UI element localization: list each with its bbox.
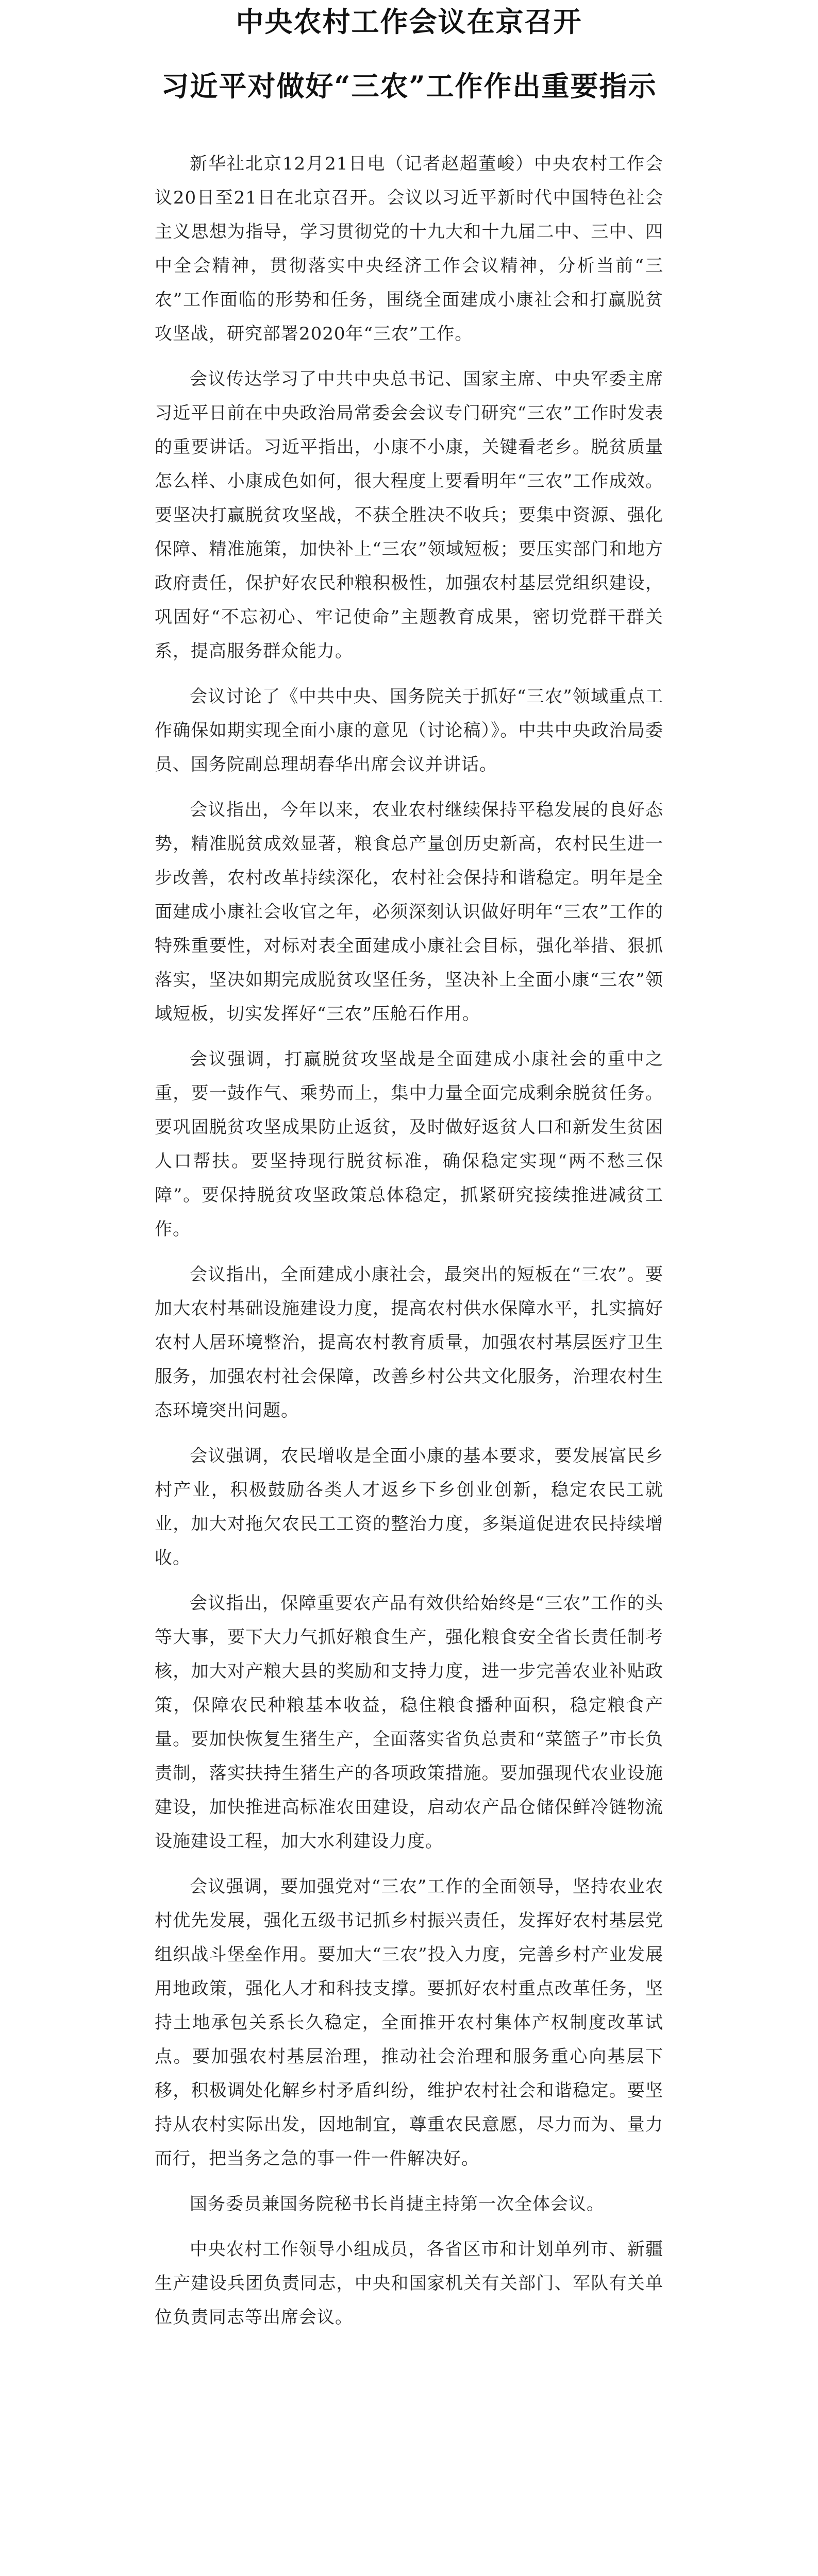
article-title: 中央农村工作会议在京召开 bbox=[236, 5, 582, 38]
article-paragraph: 中央农村工作领导小组成员，各省区市和计划单列市、新疆生产建设兵团负责同志，中央和国家机关有关部门、军队有关单位负责同志等出席会议。 bbox=[155, 2239, 663, 2328]
article-paragraph: 会议强调，打赢脱贫攻坚战是全面建成小康社会的重中之重，要一鼓作气、乘势而上，集中力量全面完成剩余脱贫任务。要巩固脱贫攻坚成果防止返贫，及时做好返贫人口和新发生贫困人口帮扶。要坚持现行脱贫标准，确保稳定实现“两不愁三保障”。要保持脱贫攻坚政策总体稳定，抓紧研究接续推进减贫工作。 bbox=[155, 1048, 663, 1240]
article-paragraph: 会议传达学习了中共中央总书记、国家主席、中央军委主席习近平日前在中央政治局常委会会议专门研究“三农”工作时发表的重要讲话。习近平指出，小康不小康，关键看老乡。脱贫质量怎么样、小康成色如何，很大程度上要看明年“三农”工作成效。要坚决打赢脱贫攻坚战，不获全胜决不收兵；要集中资源、强化保障、精准施策，加快补上“三农”领域短板；要压实部门和地方政府责任，保护好农民种粮积极性，加强农村基层党组织建设，巩固好“不忘初心、牢记使命”主题教育成果，密切党群干群关系，提高服务群众能力。 bbox=[155, 368, 663, 662]
article-paragraph: 会议指出，今年以来，农业农村继续保持平稳发展的良好态势，精准脱贫成效显著，粮食总产量创历史新高，农村民生进一步改善，农村改革持续深化，农村社会保持和谐稳定。明年是全面建成小康社会收官之年，必须深刻认识做好明年“三农”工作的特殊重要性，对标对表全面建成小康社会目标，强化举措、狠抓落实，坚决如期完成脱贫攻坚任务，坚决补上全面小康“三农”领域短板，切实发挥好“三农”压舱石作用。 bbox=[155, 799, 663, 1024]
article-paragraph: 会议指出，保障重要农产品有效供给始终是“三农”工作的头等大事，要下大力气抓好粮食生产，强化粮食安全省长责任制考核，加大对产粮大县的奖励和支持力度，进一步完善农业补贴政策，保障农民种粮基本收益，稳住粮食播种面积，稳定粮食产量。要加快恢复生猪生产，全面落实省负总责和“菜篮子”市长负责制，落实扶持生猪生产的各项政策措施。要加强现代农业设施建设，加快推进高标准农田建设，启动农产品仓储保鲜冷链物流设施建设工程，加大水利建设力度。 bbox=[155, 1592, 663, 1852]
article-paragraph: 新华社北京12月21日电（记者赵超董峻）中央农村工作会议20日至21日在北京召开。会议以习近平新时代中国特色社会主义思想为指导，学习贯彻党的十九大和十九届二中、三中、四中全会精神，贯彻落实中央经济工作会议精神，分析当前“三农”工作面临的形势和任务，围绕全面建成小康社会和打赢脱贫攻坚战，研究部署2020年“三农”工作。 bbox=[155, 153, 663, 344]
article-body bbox=[155, 147, 663, 2334]
article-paragraph: 会议强调，要加强党对“三农”工作的全面领导，坚持农业农村优先发展，强化五级书记抓乡村振兴责任，发挥好农村基层党组织战斗堡垒作用。要加大“三农”投入力度，完善乡村产业发展用地政策，强化人才和科技支撑。要抓好农村重点改革任务，坚持土地承包关系长久稳定，全面推开农村集体产权制度改革试点。要加强农村基层治理，推动社会治理和服务重心向基层下移，积极调处化解乡村矛盾纠纷，维护农村社会和谐稳定。要坚持从农村实际出发，因地制宜，尊重农民意愿，尽力而为、量力而行，把当务之急的事一件一件解决好。 bbox=[155, 1876, 663, 2169]
article-paragraph: 会议讨论了《中共中央、国务院关于抓好“三农”领域重点工作确保如期实现全面小康的意见（讨论稿）》。中共中央政治局委员、国务院副总理胡春华出席会议并讲话。 bbox=[155, 686, 663, 775]
article-paragraph: 会议指出，全面建成小康社会，最突出的短板在“三农”。要加大农村基础设施建设力度，提高农村供水保障水平，扎实搞好农村人居环境整治，提高农村教育质量，加强农村基层医疗卫生服务，加强农村社会保障，改善乡村公共文化服务，治理农村生态环境突出问题。 bbox=[155, 1264, 663, 1421]
article-paragraph: 国务委员兼国务院秘书长肖捷主持第一次全体会议。 bbox=[190, 2193, 605, 2214]
article-subtitle: 习近平对做好“三农”工作作出重要指示 bbox=[161, 69, 657, 103]
article-paragraph: 会议强调，农民增收是全面小康的基本要求，要发展富民乡村产业，积极鼓励各类人才返乡下乡创业创新，稳定农民工就业，加大对拖欠农民工工资的整治力度，多渠道促进农民持续增收。 bbox=[155, 1445, 663, 1568]
